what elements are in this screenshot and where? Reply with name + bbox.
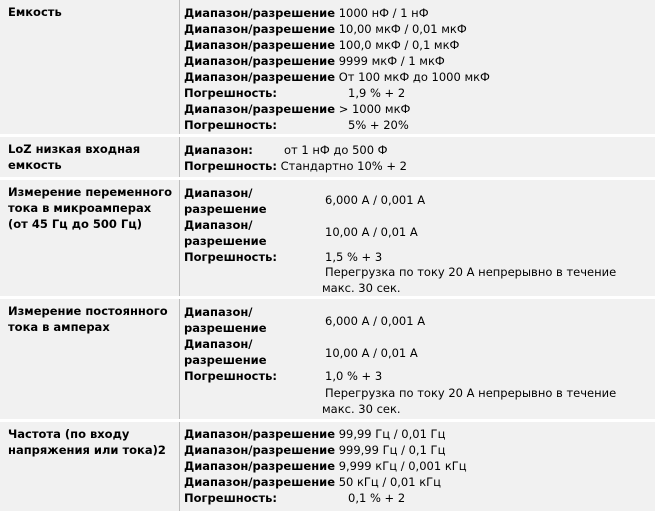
spec-line: [184, 5, 429, 21]
spec-value: 0,1 % + 2: [348, 491, 406, 505]
table-row-frequency: [0, 422, 655, 511]
column-divider: [179, 299, 180, 419]
range-label: разрешение: [184, 353, 267, 367]
spec-label: Диапазон/разрешение: [184, 102, 336, 116]
spec-label: Погрешность:: [184, 159, 277, 173]
range-label: Диапазон/: [184, 186, 253, 200]
spec-line: [184, 142, 388, 158]
table-row-loz: [0, 137, 655, 177]
spec-line: [184, 101, 410, 117]
spec-line: [184, 85, 406, 101]
spec-line: [184, 69, 490, 85]
spec-value: 100,0 мкФ / 0,1 мкФ: [338, 38, 460, 52]
range-label: Диапазон/: [184, 305, 253, 319]
spec-label: Диапазон/разрешение: [184, 22, 336, 36]
spec-value: От 100 мкФ до 1000 мкФ: [338, 70, 490, 84]
spec-value: 9999 мкФ / 1 мкФ: [338, 54, 445, 68]
spec-label: Диапазон/разрешение: [184, 459, 336, 473]
spec-line: [184, 426, 445, 442]
spec-value: 9,999 кГц / 0,001 кГц: [338, 459, 467, 473]
range-value: 10,00 A / 0,01 A: [325, 346, 418, 360]
spec-line: [184, 117, 409, 133]
spec-value: 50 кГц / 0,01 кГц: [338, 475, 441, 489]
spec-line: [184, 458, 467, 474]
accuracy-value: 1,5 % + 3: [325, 250, 383, 264]
column-divider: [179, 137, 180, 177]
spec-line: [184, 158, 407, 174]
spec-value: 1,9 % + 2: [348, 86, 406, 100]
table-row-ac-current: [0, 180, 655, 296]
table-row-capacitance: [0, 0, 655, 134]
accuracy-label: Погрешность:: [184, 369, 277, 383]
column-divider: [179, 180, 180, 296]
overload-note: Перегрузка по току 20 А непрерывно в течение макс. 30 сек.: [322, 265, 617, 295]
spec-line: [184, 53, 445, 69]
spec-value: 10,00 мкФ / 0,01 мкФ: [338, 22, 467, 36]
spec-label: Диапазон:: [184, 143, 253, 157]
range-label: разрешение: [184, 321, 267, 335]
accuracy-value: 1,0 % + 3: [325, 369, 383, 383]
range-label: Диапазон/: [184, 337, 253, 351]
spec-label: Диапазон/разрешение: [184, 6, 336, 20]
spec-value: 5% + 20%: [348, 118, 409, 132]
column-divider: [179, 0, 180, 134]
spec-line: [184, 474, 441, 490]
range-value: 10,00 A / 0,01 A: [325, 225, 418, 239]
range-label: разрешение: [184, 202, 267, 216]
spec-line: [184, 37, 459, 53]
range-value: 6,000 A / 0,001 A: [325, 193, 426, 207]
row-title: Измерение переменного тока в микроамперах (от 45 Гц до 500 Гц): [8, 185, 173, 231]
overload-note: Перегрузка по току 20 А непрерывно в течение макс. 30 сек.: [322, 386, 617, 416]
spec-label: Диапазон/разрешение: [184, 38, 336, 52]
column-divider: [179, 422, 180, 511]
table-row-dc-current: [0, 299, 655, 419]
row-title: LoZ низкая входная емкость: [8, 142, 141, 172]
range-label: разрешение: [184, 234, 267, 248]
range-value: 6,000 A / 0,001 A: [325, 314, 426, 328]
spec-label: Диапазон/разрешение: [184, 54, 336, 68]
spec-line: [184, 442, 445, 458]
spec-label: Диапазон/разрешение: [184, 70, 336, 84]
spec-value: 1000 нФ / 1 нФ: [338, 6, 429, 20]
row-title: Емкость: [8, 5, 62, 19]
row-title: Частота (по входу напряжения или тока)2: [8, 427, 166, 457]
accuracy-label: Погрешность:: [184, 250, 277, 264]
spec-label: Погрешность:: [184, 491, 277, 505]
spec-line: [184, 21, 467, 37]
spec-label: Диапазон/разрешение: [184, 475, 336, 489]
spec-label: Погрешность:: [184, 86, 277, 100]
spec-value: > 1000 мкФ: [338, 102, 411, 116]
range-label: Диапазон/: [184, 218, 253, 232]
spec-label: Погрешность:: [184, 118, 277, 132]
spec-label: Диапазон/разрешение: [184, 443, 336, 457]
spec-label: Диапазон/разрешение: [184, 427, 336, 441]
row-title: Измерение постоянного тока в амперах: [8, 304, 168, 334]
spec-value: от 1 нФ до 500 Ф: [284, 143, 388, 157]
spec-value: 99,99 Гц / 0,01 Гц: [338, 427, 446, 441]
spec-value: Стандартно 10% + 2: [280, 159, 407, 173]
spec-value: 999,99 Гц / 0,1 Гц: [338, 443, 446, 457]
spec-line: [184, 490, 406, 506]
